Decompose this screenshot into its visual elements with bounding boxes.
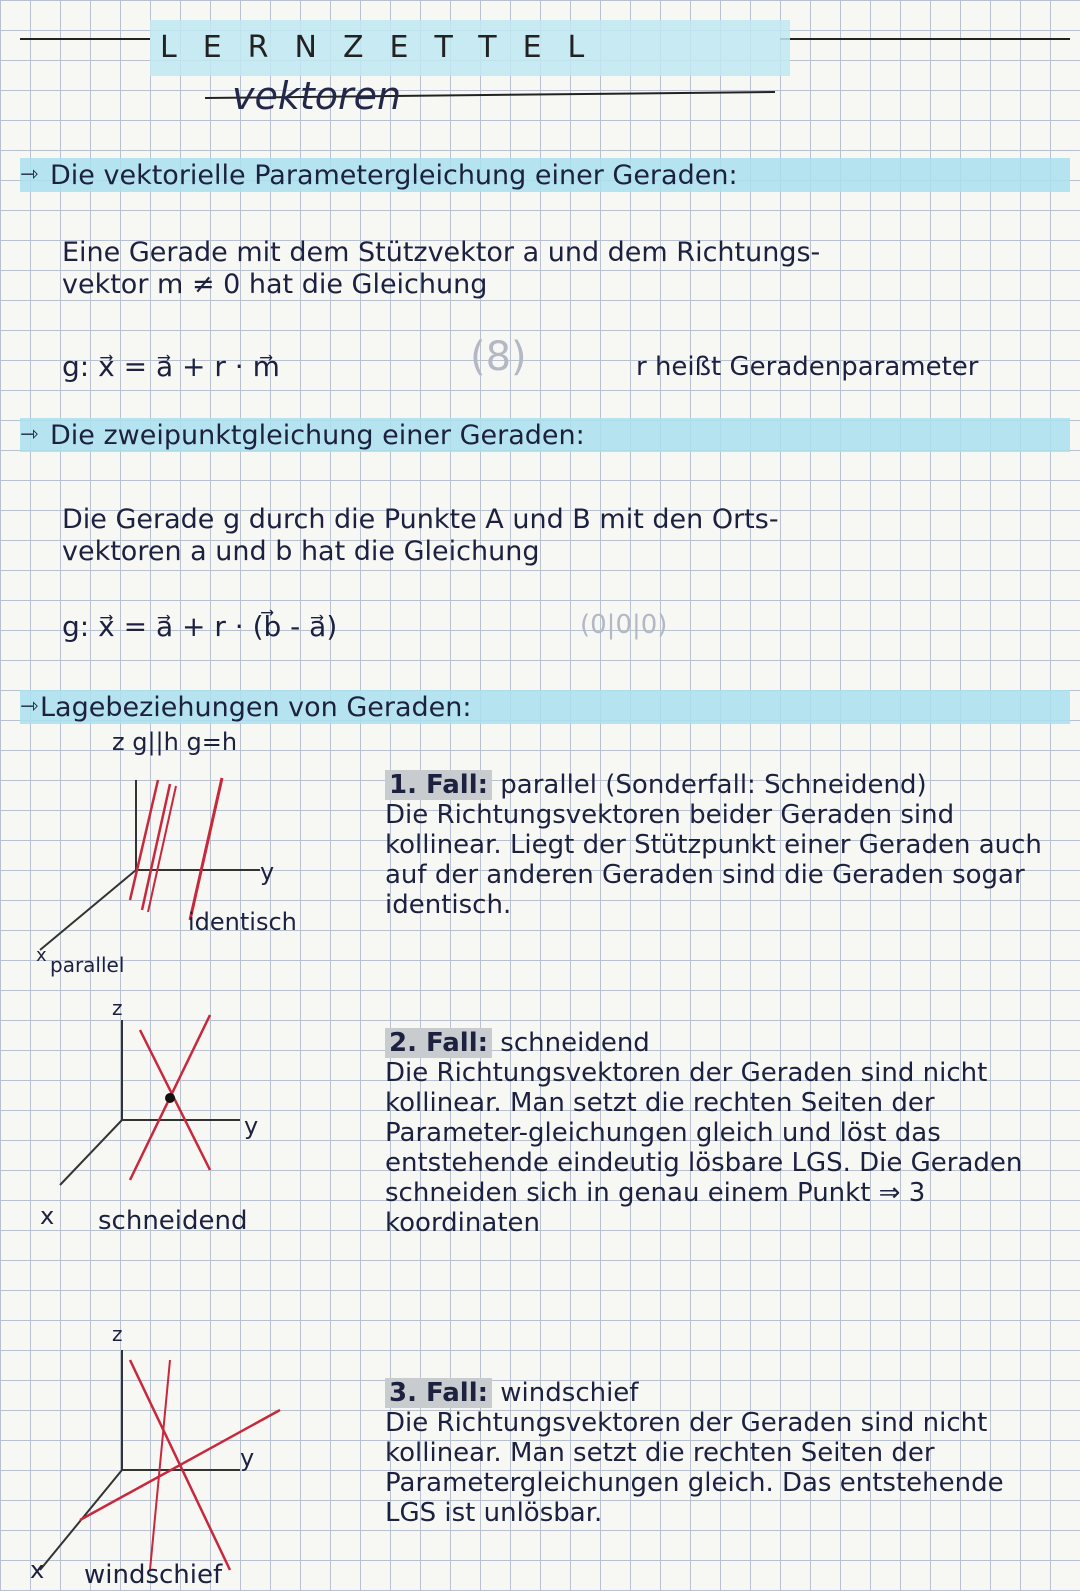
axis-x <box>40 870 136 950</box>
case2-title: schneidend <box>500 1028 650 1058</box>
param-formula: g: x⃗ = a⃗ + r · m⃗ <box>62 350 280 383</box>
param-text-line1: Eine Gerade mit dem Stützvektor a und dem Richtungs- <box>62 237 821 268</box>
case2-text: Die Richtungsvektoren der Geraden sind nicht kollinear. Man setzt die rechten Seiten der Parameter-gleichungen gleich und löst das entstehende eindeutig lösbare LGS. Die Geraden schneiden sich in genau einem Punkt ⇒ 3 koordinaten <box>385 1058 1023 1238</box>
heading-twopoint: Die zweipunktgleichung einer Geraden: <box>50 420 585 451</box>
arrow-icon: ⇾ <box>20 162 39 187</box>
diagram1-axis-y: y <box>260 858 275 886</box>
title-rule-left <box>20 38 150 40</box>
diagram3-axis-x: x <box>30 1556 45 1584</box>
line-k <box>150 1360 170 1570</box>
param-note: r heißt Geradenparameter <box>636 352 979 382</box>
diagram3-axis-z: z <box>112 1322 123 1346</box>
twopoint-faint-vector: (0|0|0) <box>580 610 668 640</box>
case3-label: 3. Fall: <box>385 1378 492 1408</box>
twopoint-formula: g: x⃗ = a⃗ + r · (b⃗ - a⃗) <box>62 610 338 643</box>
line-h <box>142 784 170 910</box>
line-identisch <box>190 778 222 920</box>
param-faint-vector: (8) <box>470 334 527 380</box>
diagram1-axis-x: x <box>36 945 47 966</box>
diagram1-label-identisch: identisch <box>188 908 297 936</box>
case1-label: 1. Fall: <box>385 770 492 800</box>
diagram2-axis-x: x <box>40 1202 55 1230</box>
diagram-windschief <box>20 1340 320 1580</box>
diagram2-axis-y: y <box>244 1112 259 1140</box>
case3-title: windschief <box>500 1378 639 1408</box>
case2-block <box>385 1028 1055 1238</box>
diagram-schneidend <box>30 1010 310 1210</box>
twopoint-text-line2: vektoren a und b hat die Gleichung <box>62 536 540 567</box>
heading-param: Die vektorielle Parametergleichung einer Geraden: <box>50 160 738 191</box>
axis-x <box>60 1120 122 1185</box>
case2-label: 2. Fall: <box>385 1028 492 1058</box>
diagram1-label-parallel: parallel <box>50 953 125 977</box>
line-h <box>140 1030 210 1170</box>
diagram2-axis-z: z <box>112 996 123 1020</box>
page-title: LERNZETTEL <box>160 30 611 65</box>
diagram1-top-label: z g||h g=h <box>112 728 238 756</box>
diagram-parallel <box>30 760 330 980</box>
twopoint-text-line1: Die Gerade g durch die Punkte A und B mit den Orts- <box>62 504 779 535</box>
case1-title: parallel (Sonderfall: Schneidend) <box>500 770 927 800</box>
case3-block <box>385 1378 1055 1528</box>
case3-text: Die Richtungsvektoren der Geraden sind nicht kollinear. Man setzt die rechten Seiten der Parametergleichungen gleich. Das entstehende LGS ist unlösbar. <box>385 1408 1004 1528</box>
diagram3-label: windschief <box>84 1560 223 1590</box>
title-rule-right <box>780 38 1070 40</box>
arrow-icon: ⇾ <box>20 694 39 719</box>
heading-lage: Lagebeziehungen von Geraden: <box>40 692 472 723</box>
intersection-point <box>165 1093 175 1103</box>
diagram3-axis-y: y <box>240 1444 255 1472</box>
param-text-line2: vektor m ≠ 0 hat die Gleichung <box>62 269 488 300</box>
arrow-icon: ⇾ <box>20 422 39 447</box>
case1-text: Die Richtungsvektoren beider Geraden sind kollinear. Liegt der Stützpunkt einer Geraden auch auf der anderen Geraden sind die Geraden sogar identisch. <box>385 800 1042 920</box>
case1-block <box>385 770 1055 920</box>
diagram2-label: schneidend <box>98 1206 248 1236</box>
page-subtitle: vektoren <box>232 74 402 118</box>
